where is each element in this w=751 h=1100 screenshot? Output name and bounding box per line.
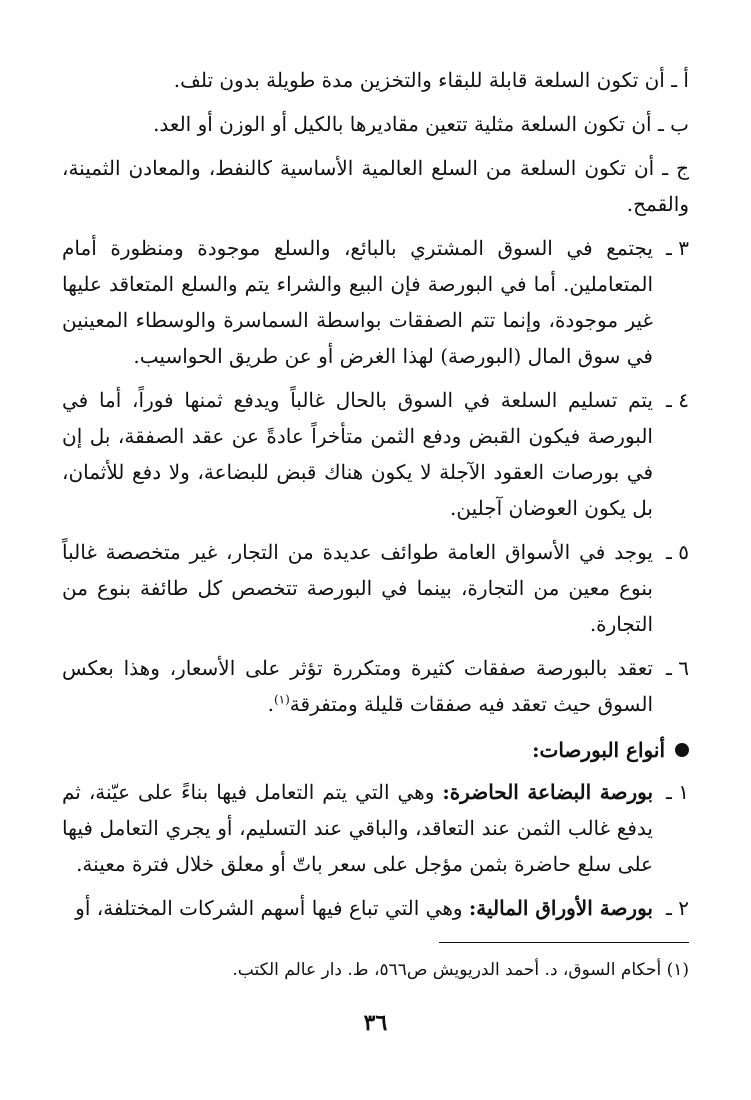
section-heading-text: أنواع البورصات: bbox=[532, 738, 665, 762]
condition-c: ج ـ أن تكون السلعة من السلع العالمية الأساسية كالنفط، والمعادن الثمينة، والقمح. bbox=[62, 156, 689, 216]
item-number: ٥ ـ bbox=[666, 540, 689, 564]
item-text: يتم تسليم السلعة في السوق بالحال غالباً ويدفع ثمنها فوراً، أما في البورصة فيكون القبض ودفع الثمن متأخراً عادةً عن عقد الصفقة، بل إن في بورصات العقود الآجلة لا يكون هناك قبض للبضاعة، ولا دفع للأثمان، بل يكون العوضان آجلين. bbox=[62, 388, 653, 520]
item-description: وهي التي تباع فيها أسهم الشركات المختلفة، أو bbox=[75, 896, 469, 920]
item-number: ١ ـ bbox=[666, 780, 689, 804]
item-description: وهي التي يتم التعامل فيها بناءً على عيّنة، ثم يدفع غالب الثمن عند التعاقد، والباقي عند التسليم، أو يجري التعامل فيها على سلع حاضرة بثمن مؤجل على سعر باتّ أو معلق خلال فترة معينة. bbox=[62, 780, 653, 876]
item-number: ٤ ـ bbox=[666, 388, 689, 412]
item-text bbox=[62, 774, 653, 882]
footnote-divider bbox=[439, 942, 689, 943]
item-term: بورصة البضاعة الحاضرة: bbox=[442, 780, 654, 804]
item-text bbox=[62, 890, 653, 926]
item-text bbox=[62, 650, 653, 722]
bullet-icon bbox=[675, 743, 689, 757]
list-item bbox=[62, 230, 689, 374]
page-body bbox=[62, 62, 689, 934]
item-text: يجتمع في السوق المشتري بالبائع، والسلع موجودة ومنظورة أمام المتعاملين. أما في البورصة فإن البيع والشراء يتم والسلع المتعاقد عليها غير موجودة، وإنما تتم الصفقات بواسطة السماسرة والوسطاء المعينين في سوق المال (البورصة) لهذا الغرض أو عن طريق الحواسيب. bbox=[62, 236, 653, 368]
list-item bbox=[62, 534, 689, 642]
item-number: ٦ ـ bbox=[666, 656, 689, 680]
list-item bbox=[62, 650, 689, 722]
item-text-end: . bbox=[267, 692, 274, 716]
list-item bbox=[62, 774, 689, 882]
footnote: (١) أحكام السوق، د. أحمد الدريويش ص٥٦٦، ط. دار عالم الكتب. bbox=[232, 960, 689, 980]
item-text-main: تعقد بالبورصة صفقات كثيرة ومتكررة تؤثر على الأسعار، وهذا بعكس السوق حيث تعقد فيه صفقات قليلة ومتفرقة bbox=[62, 656, 653, 716]
item-text: يوجد في الأسواق العامة طوائف عديدة من التجار، غير متخصصة غالباً بنوع معين من التجارة، بينما في البورصة تتخصص كل طائفة بنوع من التجارة. bbox=[62, 540, 653, 636]
item-term: بورصة الأوراق المالية: bbox=[468, 896, 653, 920]
section-heading bbox=[62, 732, 689, 768]
condition-b: ب ـ أن تكون السلعة مثلية تتعين مقاديرها بالكيل أو الوزن أو العد. bbox=[153, 112, 689, 136]
page-number: ٣٦ bbox=[363, 1010, 388, 1036]
footnote-reference[interactable]: (١) bbox=[273, 692, 290, 707]
list-item bbox=[62, 890, 689, 926]
list-item bbox=[62, 382, 689, 526]
item-number: ٣ ـ bbox=[666, 236, 689, 260]
condition-a: أ ـ أن تكون السلعة قابلة للبقاء والتخزين مدة طويلة بدون تلف. bbox=[173, 68, 689, 92]
item-number: ٢ ـ bbox=[666, 896, 689, 920]
